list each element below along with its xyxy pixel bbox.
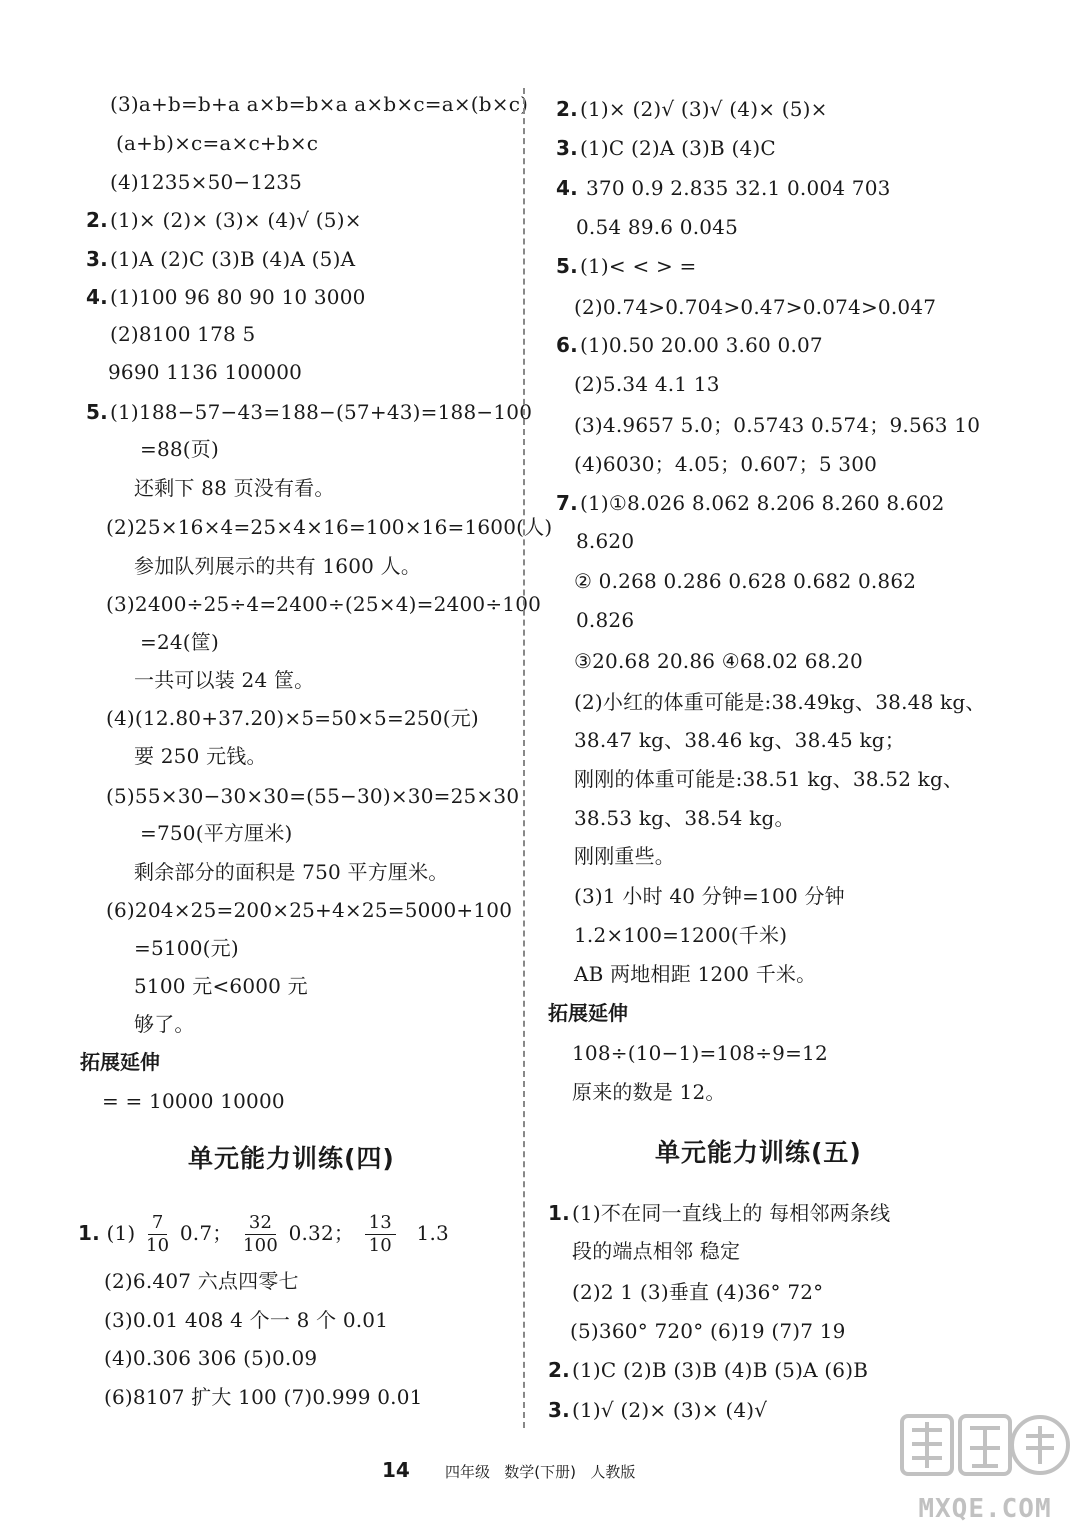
answer-line: (1)× (2)× (3)× (4)√ (5)× bbox=[110, 208, 362, 232]
answer-line: 段的端点相邻 稳定 bbox=[572, 1239, 741, 1263]
decimal-answer: 0.7； bbox=[179, 1221, 233, 1245]
question-number: 2. bbox=[556, 97, 578, 121]
answer-line: (2)5.34 4.1 13 bbox=[574, 372, 720, 396]
answer-line: 刚刚的体重可能是:38.51 kg、38.52 kg、 bbox=[574, 767, 964, 791]
question-number: 4. bbox=[86, 285, 108, 309]
answer-line: 还剩下 88 页没有看。 bbox=[134, 476, 335, 500]
watermark bbox=[898, 1408, 1072, 1528]
answer-line: (1)不在同一直线上的 每相邻两条线 bbox=[572, 1201, 891, 1225]
question-number: 2. bbox=[548, 1358, 570, 1382]
answer-line: (3)2400÷25÷4=2400÷(25×4)=2400÷100 bbox=[106, 592, 542, 616]
extension-answer: 108÷(10−1)=108÷9=12 bbox=[572, 1041, 828, 1065]
question-number: 7. bbox=[556, 491, 578, 515]
answer-line: 38.47 kg、38.46 kg、38.45 kg； bbox=[574, 728, 906, 752]
fraction bbox=[365, 1214, 396, 1255]
denominator: 10 bbox=[145, 1235, 170, 1256]
answer-line: (1)C (2)A (3)B (4)C bbox=[580, 136, 776, 160]
section-title: 单元能力训练(五) bbox=[655, 1138, 862, 1167]
answer-line: (1)< < > = bbox=[580, 254, 697, 278]
answer-line: (1)√ (2)× (3)× (4)√ bbox=[572, 1398, 768, 1422]
answer-line: 5100 元<6000 元 bbox=[134, 974, 308, 998]
answer-line: (1)0.50 20.00 3.60 0.07 bbox=[580, 333, 823, 357]
answer-line: (4)0.306 306 (5)0.09 bbox=[104, 1346, 318, 1370]
answer-line: ③20.68 20.86 ④68.02 68.20 bbox=[574, 649, 863, 673]
answer-line: =750(平方厘米) bbox=[140, 821, 293, 845]
answer-line: (4)6030；4.05；0.607；5 300 bbox=[574, 452, 878, 476]
question-number: 3. bbox=[556, 136, 578, 160]
numerator: 7 bbox=[148, 1214, 168, 1235]
answer-line: (4)(12.80+37.20)×5=50×5=250(元) bbox=[106, 706, 479, 730]
answer-line: 0.54 89.6 0.045 bbox=[576, 215, 739, 239]
page-number: 14 bbox=[382, 1458, 410, 1482]
question-number: 3. bbox=[86, 247, 108, 271]
extension-answer: = = 10000 10000 bbox=[102, 1089, 285, 1113]
answer-line: AB 两地相距 1200 千米。 bbox=[574, 962, 817, 986]
answer-line: (2)6.407 六点四零七 bbox=[104, 1269, 299, 1293]
answer-line: (2)2 1 (3)垂直 (4)36° 72° bbox=[572, 1280, 824, 1304]
denominator: 10 bbox=[368, 1235, 392, 1256]
answer-line: (5)55×30−30×30=(55−30)×30=25×30 bbox=[106, 784, 520, 808]
answer-line: (3)4.9657 5.0；0.5743 0.574；9.563 10 bbox=[574, 413, 981, 437]
answer-line: (2)小红的体重可能是:38.49kg、38.48 kg、 bbox=[574, 690, 986, 714]
answer-line: 0.826 bbox=[576, 608, 635, 632]
fraction bbox=[146, 1214, 169, 1255]
answer-line: (3)0.01 408 4 个一 8 个 0.01 bbox=[104, 1308, 389, 1332]
answer-line: =5100(元) bbox=[134, 936, 239, 960]
answer-line: (6)204×25=200×25+4×25=5000+100 bbox=[106, 898, 513, 922]
fraction-answer-line bbox=[78, 1210, 449, 1256]
answer-line: =88(页) bbox=[140, 437, 220, 461]
question-number: 3. bbox=[548, 1398, 570, 1422]
answer-line: (1)C (2)B (3)B (4)B (5)A (6)B bbox=[572, 1358, 869, 1382]
answer-line: (1)①8.026 8.062 8.206 8.260 8.602 bbox=[580, 491, 945, 515]
decimal-answer: 0.32； bbox=[288, 1221, 355, 1245]
answer-line: (1)100 96 80 90 10 3000 bbox=[110, 285, 366, 309]
answer-line: 9690 1136 100000 bbox=[108, 360, 303, 384]
numerator: 32 bbox=[245, 1214, 276, 1235]
answer-line: 够了。 bbox=[134, 1012, 195, 1036]
answer-line: (1)× (2)√ (3)√ (4)× (5)× bbox=[580, 97, 828, 121]
section-title: 单元能力训练(四) bbox=[188, 1144, 395, 1173]
answer-line: (1)188−57−43=188−(57+43)=188−100 bbox=[110, 400, 533, 424]
answer-line: 刚刚重些。 bbox=[574, 844, 675, 868]
book-info: 四年级 数学(下册) 人教版 bbox=[445, 1463, 636, 1481]
answer-line: (6)8107 扩大 100 (7)0.999 0.01 bbox=[104, 1385, 423, 1409]
answer-line: 要 250 元钱。 bbox=[134, 744, 267, 768]
question-number: 4. bbox=[556, 176, 578, 200]
answer-line: 剩余部分的面积是 750 平方厘米。 bbox=[134, 860, 449, 884]
answer-line: 370 0.9 2.835 32.1 0.004 703 bbox=[586, 176, 891, 200]
question-number: 1. bbox=[548, 1201, 570, 1225]
answer-stamp-logo-icon bbox=[898, 1408, 1072, 1498]
watermark-text: MXQE.COM bbox=[918, 1494, 1052, 1524]
question-number: 5. bbox=[556, 254, 578, 278]
question-number: 2. bbox=[86, 208, 108, 232]
answer-line: (5)360° 720° (6)19 (7)7 19 bbox=[570, 1319, 846, 1343]
answer-line: (2)8100 178 5 bbox=[110, 322, 256, 346]
extension-answer: 原来的数是 12。 bbox=[572, 1080, 726, 1104]
answer-line: (1)A (2)C (3)B (4)A (5)A bbox=[110, 247, 356, 271]
column-divider bbox=[523, 88, 525, 1428]
denominator: 100 bbox=[243, 1235, 278, 1256]
answer-line: (2)0.74>0.704>0.47>0.074>0.047 bbox=[574, 295, 937, 319]
answer-line: (3)a+b=b+a a×b=b×a a×b×c=a×(b×c) bbox=[110, 92, 529, 116]
answer-line: 8.620 bbox=[576, 529, 635, 553]
answer-line: (2)25×16×4=25×4×16=100×16=1600(人) bbox=[106, 515, 553, 539]
answer-line: 38.53 kg、38.54 kg。 bbox=[574, 806, 795, 830]
part-label: (1) bbox=[106, 1221, 136, 1245]
fraction bbox=[243, 1214, 278, 1255]
answer-line: 1.2×100=1200(千米) bbox=[574, 923, 788, 947]
numerator: 13 bbox=[365, 1214, 396, 1235]
answer-line: (4)1235×50−1235 bbox=[110, 170, 303, 194]
question-number: 1. bbox=[78, 1221, 100, 1245]
extension-title: 拓展延伸 bbox=[80, 1050, 160, 1074]
answer-line: 参加队列展示的共有 1600 人。 bbox=[134, 554, 422, 578]
answer-line: 一共可以装 24 筐。 bbox=[134, 668, 315, 692]
answer-line: =24(筐) bbox=[140, 630, 220, 654]
answer-line: ② 0.268 0.286 0.628 0.682 0.862 bbox=[574, 569, 917, 593]
answer-line: (3)1 小时 40 分钟=100 分钟 bbox=[574, 884, 845, 908]
question-number: 6. bbox=[556, 333, 578, 357]
decimal-answer: 1.3 bbox=[416, 1221, 449, 1245]
question-number: 5. bbox=[86, 400, 108, 424]
extension-title: 拓展延伸 bbox=[548, 1001, 628, 1025]
answer-line: (a+b)×c=a×c+b×c bbox=[116, 131, 319, 155]
